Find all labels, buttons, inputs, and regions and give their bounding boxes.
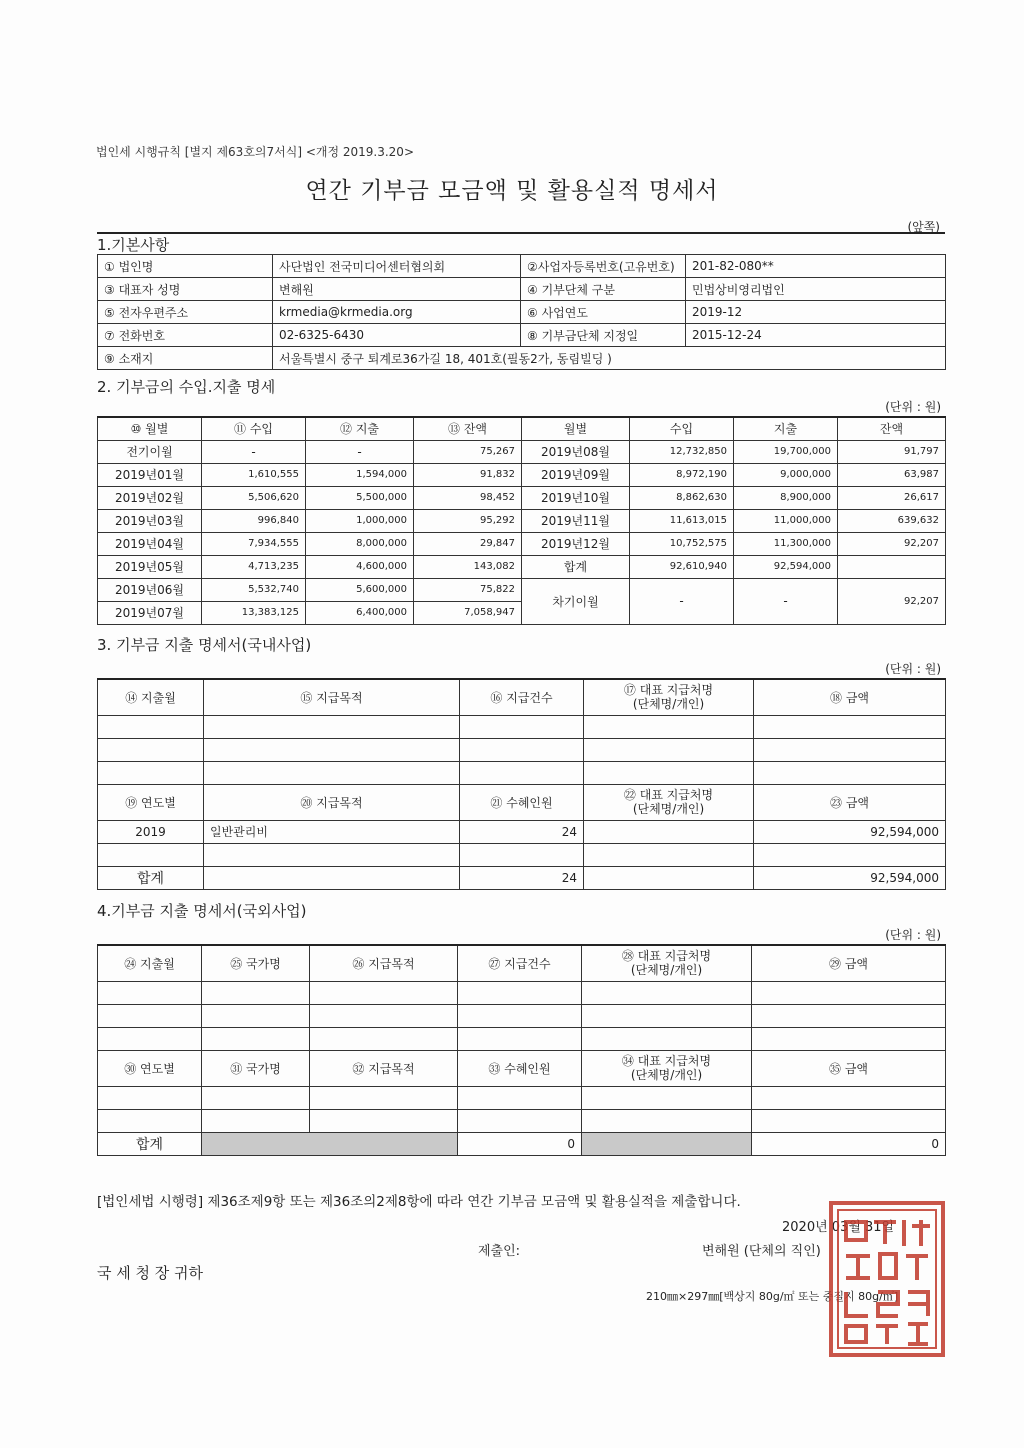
- income-cell: 92,610,940: [630, 555, 734, 578]
- balance-cell: 92,207: [838, 532, 946, 555]
- empty-cell: [98, 843, 204, 866]
- empty-cell: [98, 1027, 202, 1050]
- overseas-h1-country: ㉕ 국가명: [202, 945, 310, 981]
- email-label: ⑤ 전자우편주소: [98, 301, 273, 324]
- empty-cell: [458, 1004, 582, 1027]
- overseas-h1-purpose: ㉖ 지급목적: [310, 945, 458, 981]
- year-label: ⑥ 사업연도: [521, 301, 686, 324]
- empty-cell: [310, 1027, 458, 1050]
- expense-cell: 1,000,000: [306, 509, 414, 532]
- month-cell: 2019년10월: [522, 486, 630, 509]
- income-cell: 5,506,620: [202, 486, 306, 509]
- income-header-5: 수입: [630, 417, 734, 440]
- month-cell: 2019년03월: [98, 509, 202, 532]
- income-header-7: 잔액: [838, 417, 946, 440]
- phone-value: 02-6325-6430: [273, 324, 521, 347]
- overseas-h1-amount: ㉙ 금액: [752, 945, 946, 981]
- income-cell: 8,862,630: [630, 486, 734, 509]
- income-cell: 11,613,015: [630, 509, 734, 532]
- balance-cell: 26,617: [838, 486, 946, 509]
- reg-no-label: ②사업자등록번호(고유번호): [521, 255, 686, 278]
- balance-cell: 63,987: [838, 463, 946, 486]
- overseas-h2-amount: ㉟ 금액: [752, 1050, 946, 1086]
- empty-cell: [584, 761, 754, 784]
- domestic-h1-recipient: [584, 679, 754, 715]
- overseas-total-amount: 0: [752, 1132, 946, 1155]
- empty-cell: [98, 1004, 202, 1027]
- table-row: [98, 578, 946, 601]
- empty-cell: [458, 1086, 582, 1109]
- empty-cell: [458, 981, 582, 1004]
- section-title-overseas: 4.기부금 지출 명세서(국외사업): [97, 902, 307, 920]
- empty-cell: [204, 843, 460, 866]
- empty-cell: [752, 1086, 946, 1109]
- month-cell: 2019년09월: [522, 463, 630, 486]
- empty-cell: [584, 866, 754, 889]
- overseas-expense-table: [97, 944, 946, 1156]
- empty-cell: [754, 738, 946, 761]
- month-cell: 2019년11월: [522, 509, 630, 532]
- corp-name-label: ① 법인명: [98, 255, 273, 278]
- income-expense-table: [97, 416, 946, 625]
- domestic-total-label: 합계: [98, 866, 204, 889]
- designation-label: ⑧ 기부금단체 지정일: [521, 324, 686, 347]
- empty-cell: [752, 1004, 946, 1027]
- document-title: 연간 기부금 모금액 및 활용실적 명세서: [305, 178, 719, 204]
- recipient-line-2: (단체명/개인): [632, 802, 705, 816]
- month-cell: 2019년07월: [98, 601, 202, 624]
- domestic-row-year: 2019: [98, 820, 204, 843]
- recipient-line-1: ㉒ 대표 지급처명: [623, 788, 714, 802]
- table-row: [98, 509, 946, 532]
- recipient-line-1: ㉘ 대표 지급처명: [621, 949, 712, 964]
- domestic-expense-table: [97, 678, 946, 890]
- empty-cell: [584, 843, 754, 866]
- shaded-cell: [202, 1132, 458, 1155]
- section-title-income: 2. 기부금의 수입.지출 명세: [97, 378, 276, 396]
- section-title-basic: 1.기본사항: [97, 232, 945, 254]
- domestic-row-count: 24: [460, 820, 584, 843]
- expense-cell: 19,700,000: [734, 440, 838, 463]
- overseas-h2-recipient: [582, 1050, 752, 1086]
- overseas-total-count: 0: [458, 1132, 582, 1155]
- designation-value: 2015-12-24: [686, 324, 946, 347]
- carry-label: 차기이월: [522, 578, 630, 624]
- expense-cell: 92,594,000: [734, 555, 838, 578]
- month-cell: 2019년12월: [522, 532, 630, 555]
- overseas-h1-month: ㉔ 지출월: [98, 945, 202, 981]
- income-header-1: ⑪ 수입: [202, 417, 306, 440]
- overseas-h2-year: ㉚ 연도별: [98, 1050, 202, 1086]
- balance-cell: 639,632: [838, 509, 946, 532]
- domestic-h1-purpose: ⑮ 지급목적: [204, 679, 460, 715]
- submitter-label: 제출인:: [478, 1244, 521, 1259]
- address-label: ⑨ 소재지: [98, 347, 273, 370]
- shaded-cell: [582, 1132, 752, 1155]
- expense-cell: 8,900,000: [734, 486, 838, 509]
- empty-cell: [582, 1004, 752, 1027]
- empty-cell: [752, 1027, 946, 1050]
- empty-cell: [98, 761, 204, 784]
- empty-cell: [310, 1086, 458, 1109]
- income-header-0: ⑩ 월별: [98, 417, 202, 440]
- empty-cell: [754, 761, 946, 784]
- empty-cell: [752, 1109, 946, 1132]
- balance-cell: 95,292: [414, 509, 522, 532]
- table-row: [98, 486, 946, 509]
- empty-cell: [460, 843, 584, 866]
- email-value: krmedia@krmedia.org: [273, 301, 521, 324]
- domestic-h1-count: ⑯ 지급건수: [460, 679, 584, 715]
- empty-cell: [582, 981, 752, 1004]
- domestic-h1-amount: ⑱ 금액: [754, 679, 946, 715]
- empty-cell: [202, 1004, 310, 1027]
- carry-income: -: [630, 578, 734, 624]
- domestic-section: [97, 634, 945, 890]
- overseas-h2-country: ㉛ 국가명: [202, 1050, 310, 1086]
- empty-cell: [584, 820, 754, 843]
- month-cell: 2019년08월: [522, 440, 630, 463]
- address-value: 서울특별시 중구 퇴계로36가길 18, 401호(필동2가, 동림빌딩 ): [273, 347, 946, 370]
- domestic-h2-amount: ㉓ 금액: [754, 784, 946, 820]
- unit-label: (단위 : 원): [885, 928, 941, 942]
- carry-balance: 92,207: [838, 578, 946, 624]
- submission-statement: [법인세법 시행령] 제36조제9항 또는 제36조의2제8항에 따라 연간 기부금 모금액 및 활용실적을 제출합니다.: [97, 1194, 741, 1210]
- expense-cell: 1,594,000: [306, 463, 414, 486]
- rep-value: 변해원: [273, 278, 521, 301]
- income-header-2: ⑫ 지출: [306, 417, 414, 440]
- org-type-value: 민법상비영리법인: [686, 278, 946, 301]
- recipient-line-2: (단체명/개인): [630, 1068, 703, 1082]
- empty-cell: [582, 1109, 752, 1132]
- domestic-row-amount: 92,594,000: [754, 820, 946, 843]
- expense-cell: 4,600,000: [306, 555, 414, 578]
- recipient-line-1: ⑰ 대표 지급처명: [623, 683, 714, 698]
- recipient-line-2: (단체명/개인): [630, 963, 703, 978]
- official-seal-icon: [828, 1200, 946, 1358]
- regulation-reference: 법인세 시행규칙 [별지 제63호의7서식] <개정 2019.3.20>: [96, 145, 414, 159]
- empty-cell: [204, 715, 460, 738]
- expense-cell: 8,000,000: [306, 532, 414, 555]
- income-cell: 4,713,235: [202, 555, 306, 578]
- income-cell: 7,934,555: [202, 532, 306, 555]
- empty-cell: [204, 761, 460, 784]
- overseas-section: [97, 900, 945, 1156]
- table-row: [98, 532, 946, 555]
- domestic-h2-year: ⑲ 연도별: [98, 784, 204, 820]
- basic-info-section: [97, 232, 945, 370]
- empty-cell: [98, 1086, 202, 1109]
- domestic-total-count: 24: [460, 866, 584, 889]
- expense-cell: 11,300,000: [734, 532, 838, 555]
- empty-cell: [460, 761, 584, 784]
- unit-label: (단위 : 원): [885, 400, 941, 414]
- income-section: [97, 376, 945, 625]
- rep-label: ③ 대표자 성명: [98, 278, 273, 301]
- basic-info-table: [97, 254, 946, 370]
- empty-cell: [458, 1027, 582, 1050]
- empty-cell: [202, 981, 310, 1004]
- income-header-4: 월별: [522, 417, 630, 440]
- income-header-3: ⑬ 잔액: [414, 417, 522, 440]
- balance-cell: 7,058,947: [414, 601, 522, 624]
- income-header-6: 지출: [734, 417, 838, 440]
- month-cell: 합계: [522, 555, 630, 578]
- table-row: [98, 463, 946, 486]
- month-cell: 2019년05월: [98, 555, 202, 578]
- empty-cell: [754, 843, 946, 866]
- unit-label: (단위 : 원): [885, 662, 941, 676]
- paper-spec: 210㎜×297㎜[백상지 80g/㎡ 또는 중질지 80g/㎡]: [646, 1290, 899, 1303]
- table-row: [98, 555, 946, 578]
- income-cell: 5,532,740: [202, 578, 306, 601]
- recipient-line-1: ㉞ 대표 지급처명: [621, 1054, 712, 1068]
- empty-cell: [754, 715, 946, 738]
- overseas-h2-beneficiaries: ㉝ 수혜인원: [458, 1050, 582, 1086]
- empty-cell: [98, 738, 204, 761]
- empty-cell: [202, 1027, 310, 1050]
- phone-label: ⑦ 전화번호: [98, 324, 273, 347]
- empty-cell: [202, 1109, 310, 1132]
- overseas-h1-recipient: [582, 945, 752, 981]
- month-cell: 2019년04월: [98, 532, 202, 555]
- income-cell: 996,840: [202, 509, 306, 532]
- expense-cell: 5,600,000: [306, 578, 414, 601]
- reg-no-value: 201-82-080**: [686, 255, 946, 278]
- recipient-line: 국 세 청 장 귀하: [97, 1264, 204, 1282]
- balance-cell: 75,822: [414, 578, 522, 601]
- empty-cell: [582, 1086, 752, 1109]
- table-row: [98, 440, 946, 463]
- domestic-row-purpose: 일반관리비: [204, 820, 460, 843]
- overseas-total-label: 합계: [98, 1132, 202, 1155]
- month-cell: 전기이월: [98, 440, 202, 463]
- front-side-label: (앞쪽): [907, 220, 940, 234]
- income-cell: 1,610,555: [202, 463, 306, 486]
- empty-cell: [98, 1109, 202, 1132]
- month-cell: 2019년06월: [98, 578, 202, 601]
- balance-cell: 29,847: [414, 532, 522, 555]
- balance-cell: 143,082: [414, 555, 522, 578]
- balance-cell: [838, 555, 946, 578]
- overseas-h2-purpose: ㉜ 지급목적: [310, 1050, 458, 1086]
- year-value: 2019-12: [686, 301, 946, 324]
- balance-cell: 98,452: [414, 486, 522, 509]
- expense-cell: 9,000,000: [734, 463, 838, 486]
- domestic-h2-recipient: [584, 784, 754, 820]
- empty-cell: [310, 1109, 458, 1132]
- empty-cell: [202, 1086, 310, 1109]
- overseas-h1-count: ㉗ 지급건수: [458, 945, 582, 981]
- empty-cell: [460, 715, 584, 738]
- section-title-domestic: 3. 기부금 지출 명세서(국내사업): [97, 636, 312, 654]
- empty-cell: [752, 981, 946, 1004]
- empty-cell: [458, 1109, 582, 1132]
- balance-cell: 75,267: [414, 440, 522, 463]
- submission-date: 2020년 03월 31일: [782, 1220, 895, 1235]
- balance-cell: 91,832: [414, 463, 522, 486]
- empty-cell: [204, 866, 460, 889]
- domestic-h2-beneficiaries: ㉑ 수혜인원: [460, 784, 584, 820]
- income-cell: -: [202, 440, 306, 463]
- domestic-total-amount: 92,594,000: [754, 866, 946, 889]
- empty-cell: [310, 1004, 458, 1027]
- empty-cell: [204, 738, 460, 761]
- carry-expense: -: [734, 578, 838, 624]
- corp-name-value: 사단법인 전국미디어센터협의회: [273, 255, 521, 278]
- expense-cell: -: [306, 440, 414, 463]
- empty-cell: [460, 738, 584, 761]
- empty-cell: [310, 981, 458, 1004]
- empty-cell: [584, 715, 754, 738]
- empty-cell: [582, 1027, 752, 1050]
- empty-cell: [98, 715, 204, 738]
- domestic-h1-month: ⑭ 지출월: [98, 679, 204, 715]
- submitter-name: 변해원 (단체의 직인): [702, 1244, 821, 1259]
- income-cell: 10,752,575: [630, 532, 734, 555]
- expense-cell: 11,000,000: [734, 509, 838, 532]
- org-type-label: ④ 기부단체 구분: [521, 278, 686, 301]
- income-cell: 13,383,125: [202, 601, 306, 624]
- expense-cell: 6,400,000: [306, 601, 414, 624]
- domestic-h2-purpose: ⑳ 지급목적: [204, 784, 460, 820]
- balance-cell: 91,797: [838, 440, 946, 463]
- income-cell: 8,972,190: [630, 463, 734, 486]
- empty-cell: [584, 738, 754, 761]
- month-cell: 2019년01월: [98, 463, 202, 486]
- income-cell: 12,732,850: [630, 440, 734, 463]
- empty-cell: [98, 981, 202, 1004]
- expense-cell: 5,500,000: [306, 486, 414, 509]
- month-cell: 2019년02월: [98, 486, 202, 509]
- recipient-line-2: (단체명/개인): [632, 697, 705, 712]
